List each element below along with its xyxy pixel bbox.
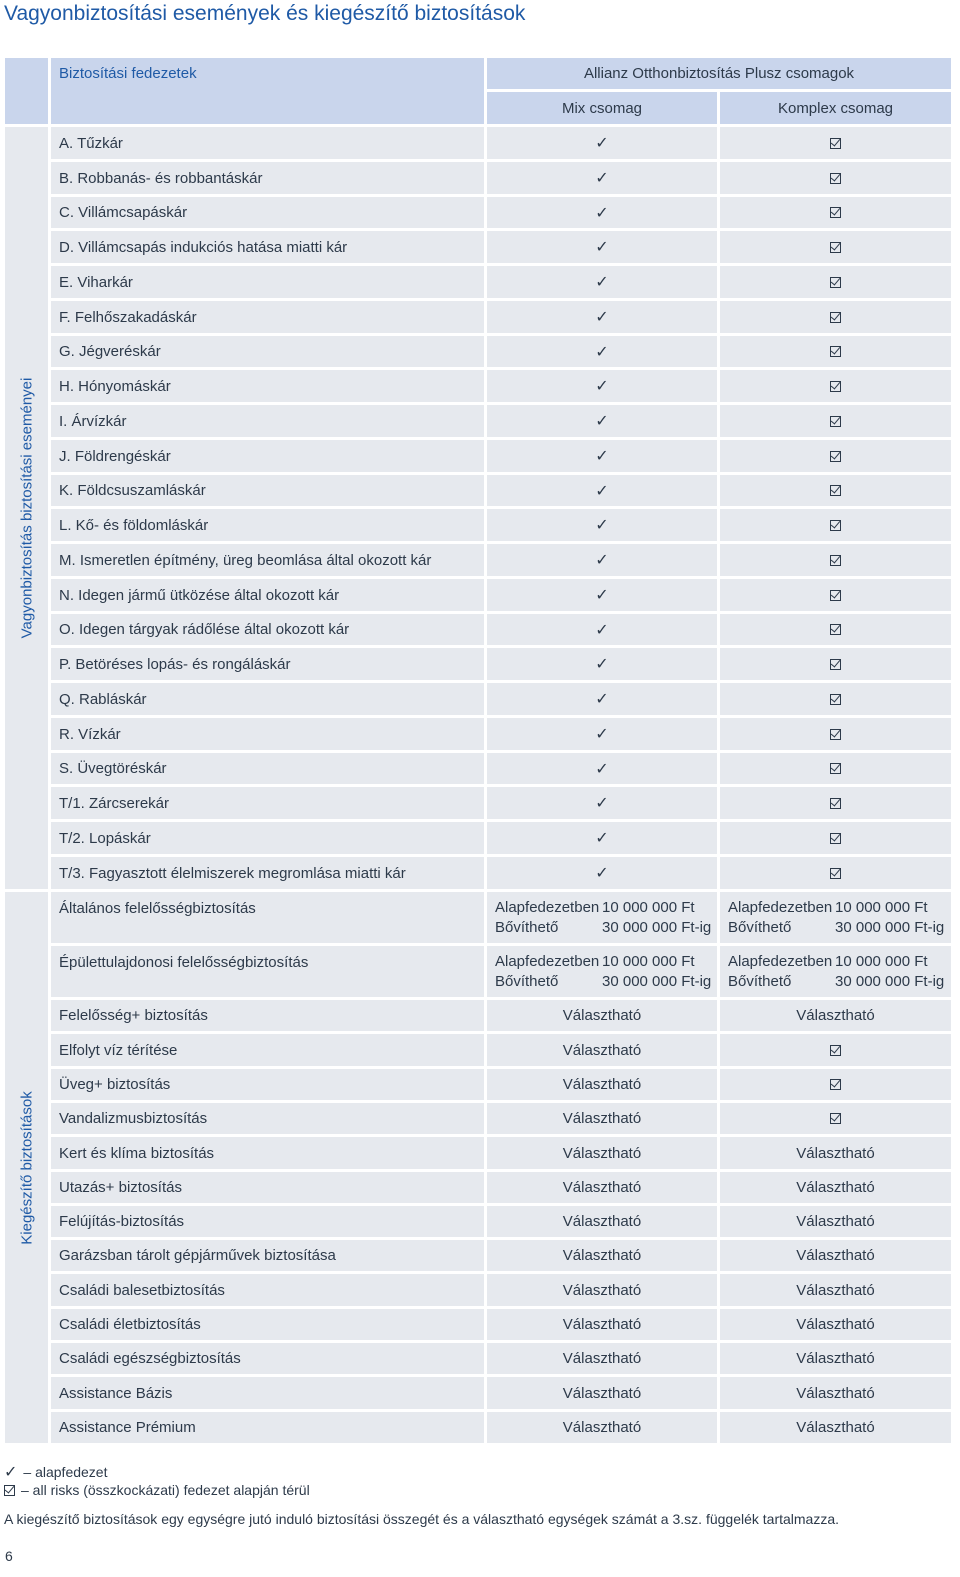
amount-grid (720, 898, 951, 938)
checked-box-icon (830, 207, 841, 218)
header-coverage (51, 58, 484, 124)
page-title: Vagyonbiztosítási események és kiegészítő biztosítások (4, 2, 526, 25)
amount-base-value: 10 000 000 Ft (602, 953, 695, 970)
check-icon: ✓ (4, 1464, 18, 1481)
table-row-label (51, 440, 484, 472)
coverage-label: O. Idegen tárgyak rádőlése által okozott kár (59, 621, 350, 638)
coverage-label: B. Robbanás- és robbantáskár (59, 169, 263, 187)
mix-cell (487, 231, 717, 263)
table-row-label (51, 1034, 484, 1066)
header-corner (5, 58, 48, 124)
komplex-cell (720, 1412, 951, 1443)
amount-grid (487, 952, 717, 992)
cell-text: Választható (796, 1213, 875, 1230)
coverage-label: K. Földcsuszamláskár (59, 482, 206, 499)
check-icon: ✓ (595, 795, 609, 812)
komplex-cell (720, 1206, 951, 1237)
coverage-label: C. Villámcsapáskár (59, 204, 188, 221)
mix-cell (487, 405, 717, 437)
mix-cell (487, 509, 717, 541)
komplex-cell (720, 946, 951, 997)
coverage-label: Elfolyt víz térítése (59, 1041, 178, 1059)
mix-cell (487, 127, 717, 159)
mix-cell (487, 266, 717, 298)
table-row-label (51, 301, 484, 333)
komplex-cell (720, 475, 951, 506)
checked-box-icon (830, 520, 841, 531)
mix-cell (487, 1103, 717, 1134)
mix-cell (487, 162, 717, 194)
check-icon: ✓ (595, 621, 609, 639)
coverage-label: M. Ismeretlen építmény, üreg beomlása által okozott kár (59, 551, 432, 569)
mix-cell (487, 579, 717, 611)
komplex-cell (720, 648, 951, 680)
komplex-cell (720, 1103, 951, 1134)
cell-text: Választható (796, 1179, 875, 1196)
checked-box-icon (830, 659, 841, 670)
coverage-label: S. Üvegtöréskár (59, 760, 167, 777)
check-icon: ✓ (595, 552, 609, 569)
check-icon: ✓ (595, 865, 609, 882)
mix-cell (487, 301, 717, 333)
table-row-label (51, 1172, 484, 1203)
cell-text: Választható (562, 1247, 642, 1264)
cell-text: Választható (562, 1041, 642, 1059)
komplex-cell (720, 301, 951, 333)
mix-cell (487, 1172, 717, 1203)
coverage-label: G. Jégveréskár (59, 343, 161, 360)
komplex-cell (720, 614, 951, 645)
checked-box-icon (830, 277, 841, 288)
check-icon: ✓ (595, 343, 609, 361)
mix-cell (487, 370, 717, 402)
cell-text: Választható (796, 1007, 875, 1024)
cell-text: Választható (796, 1316, 875, 1333)
mix-cell (487, 892, 717, 943)
check-icon: ✓ (595, 378, 609, 395)
checked-box-icon (830, 381, 841, 392)
table-row-label (51, 1069, 484, 1100)
komplex-cell (720, 1137, 951, 1169)
check-icon: ✓ (595, 170, 609, 187)
mix-cell (487, 1206, 717, 1237)
amount-grid (487, 898, 717, 938)
komplex-cell (720, 1034, 951, 1066)
checked-box-icon (830, 694, 841, 705)
amount-grid (720, 952, 951, 992)
mix-cell (487, 648, 717, 680)
table-row-label (51, 1103, 484, 1134)
mix-cell (487, 1137, 717, 1169)
coverage-label: L. Kő- és földomláskár (59, 516, 209, 534)
komplex-cell (720, 162, 951, 194)
table-row-label (51, 579, 484, 611)
komplex-cell (720, 579, 951, 611)
mix-cell (487, 544, 717, 576)
komplex-cell (720, 683, 951, 715)
coverage-label: Általános felelősségbiztosítás (59, 900, 256, 917)
mix-cell (487, 1034, 717, 1066)
komplex-cell (720, 787, 951, 819)
footnote: A kiegészítő biztosítások egy egységre jutó induló biztosítási összegét és a választható egységek számát a 3.sz. függelék tartalmazza. (4, 1511, 840, 1527)
check-icon: ✓ (595, 691, 609, 708)
mix-cell (487, 1343, 717, 1374)
mix-cell (487, 1069, 717, 1100)
coverage-label: P. Betöréses lopás- és rongáláskár (59, 655, 291, 673)
cell-text: Választható (562, 1007, 642, 1024)
table-row-label (51, 509, 484, 541)
table-row-label (51, 1377, 484, 1409)
coverage-label: Felújítás-biztosítás (59, 1213, 185, 1230)
komplex-cell (720, 1069, 951, 1100)
mix-cell (487, 683, 717, 715)
checked-box-icon (830, 312, 841, 323)
amount-extension-label: Bővíthető (495, 919, 559, 936)
cell-text: Választható (562, 1281, 642, 1299)
coverage-label: Garázsban tárolt gépjárművek biztosítása (59, 1247, 336, 1264)
table-row-label (51, 231, 484, 263)
table-row-label (51, 1206, 484, 1237)
checked-box-icon (830, 555, 841, 566)
header-package-group-label: Allianz Otthonbiztosítás Plusz csomagok (583, 65, 855, 82)
mix-cell (487, 440, 717, 472)
cell-text: Választható (562, 1179, 642, 1196)
checked-box-icon (830, 763, 841, 774)
coverage-label: T/1. Zárcserekár (59, 794, 170, 812)
table-row-label (51, 266, 484, 298)
check-icon: ✓ (595, 656, 609, 673)
checked-box-icon (830, 833, 841, 844)
coverage-label: T/3. Fagyasztott élelmiszerek megromlása miatti kár (59, 864, 406, 882)
section-supplementary-label: Kiegészítő biztosítások (18, 1090, 35, 1245)
mix-cell (487, 822, 717, 854)
table-row-label (51, 822, 484, 854)
cell-text: Választható (796, 1419, 875, 1436)
checked-box-icon (830, 485, 841, 496)
komplex-cell (720, 1240, 951, 1271)
table-row-label (51, 1000, 484, 1031)
table-row-label (51, 127, 484, 159)
mix-cell (487, 1000, 717, 1031)
amount-extension-label: Bővíthető (728, 919, 792, 936)
mix-cell (487, 1412, 717, 1443)
mix-cell (487, 787, 717, 819)
komplex-cell (720, 405, 951, 437)
checked-box-icon (830, 729, 841, 740)
table-row-label (51, 1240, 484, 1271)
coverage-label: Assistance Prémium (59, 1419, 196, 1436)
mix-cell (487, 1240, 717, 1271)
check-icon: ✓ (595, 204, 609, 222)
table-row-label (51, 614, 484, 645)
check-icon: ✓ (595, 482, 609, 500)
table-row-label (51, 946, 484, 997)
checked-box-icon (830, 868, 841, 879)
cell-text: Választható (796, 1384, 875, 1402)
komplex-cell (720, 1274, 951, 1306)
legend-check (4, 1462, 107, 1482)
table-row-label (51, 544, 484, 576)
cell-text: Választható (796, 1247, 875, 1264)
komplex-cell (720, 197, 951, 228)
table-row-label (51, 197, 484, 228)
cell-text: Választható (562, 1144, 642, 1162)
komplex-cell (720, 231, 951, 263)
coverage-label: Assistance Bázis (59, 1384, 173, 1402)
amount-extension-value: 30 000 000 Ft-ig (602, 919, 712, 936)
table-row-label (51, 787, 484, 819)
komplex-cell (720, 1000, 951, 1031)
komplex-cell (720, 753, 951, 784)
header-komplex (720, 92, 951, 124)
komplex-cell (720, 509, 951, 541)
coverage-label: Kert és klíma biztosítás (59, 1144, 215, 1162)
coverage-label: J. Földrengéskár (59, 447, 171, 465)
check-icon: ✓ (595, 413, 609, 430)
amount-base-value: 10 000 000 Ft (835, 953, 928, 970)
checked-box-icon (830, 242, 841, 253)
coverage-label: Épülettulajdonosi felelősségbiztosítás (59, 954, 309, 971)
check-icon: ✓ (595, 448, 609, 465)
komplex-cell (720, 1377, 951, 1409)
checked-box-icon (4, 1485, 15, 1496)
table-row-label (51, 683, 484, 715)
komplex-cell (720, 718, 951, 750)
cell-text: Választható (796, 1350, 875, 1367)
legend-box (4, 1482, 310, 1498)
header-mix-label: Mix csomag (561, 99, 643, 117)
cell-text: Választható (562, 1213, 642, 1230)
cell-text: Választható (562, 1419, 642, 1436)
amount-base-label: Alapfedezetben (728, 899, 833, 916)
komplex-cell (720, 266, 951, 298)
table-row-label (51, 475, 484, 506)
amount-base-label: Alapfedezetben (728, 953, 833, 970)
coverage-label: F. Felhőszakadáskár (59, 308, 197, 326)
table-row-label (51, 648, 484, 680)
mix-cell (487, 718, 717, 750)
komplex-cell (720, 1172, 951, 1203)
coverage-label: Felelősség+ biztosítás (59, 1007, 208, 1024)
header-package-group (487, 58, 951, 89)
header-komplex-label: Komplex csomag (777, 99, 894, 117)
checked-box-icon (830, 173, 841, 184)
komplex-cell (720, 892, 951, 943)
komplex-cell (720, 336, 951, 367)
coverage-label: Utazás+ biztosítás (59, 1179, 182, 1196)
coverage-label: E. Viharkár (59, 273, 133, 291)
table-row-label (51, 405, 484, 437)
checked-box-icon (830, 590, 841, 601)
table-row-label (51, 718, 484, 750)
mix-cell (487, 1377, 717, 1409)
amount-base-value: 10 000 000 Ft (835, 899, 928, 916)
coverage-label: Családi balesetbiztosítás (59, 1281, 225, 1299)
mix-cell (487, 753, 717, 784)
section-property-label: Vagyonbiztosítás biztosítási eseményei (18, 377, 35, 639)
table-row-label (51, 1137, 484, 1169)
amount-extension-label: Bővíthető (728, 973, 792, 990)
check-icon: ✓ (595, 830, 609, 847)
header-mix (487, 92, 717, 124)
legend-check-text: – alapfedezet (23, 1464, 108, 1480)
komplex-cell (720, 370, 951, 402)
amount-extension-value: 30 000 000 Ft-ig (835, 919, 945, 936)
check-icon: ✓ (595, 239, 609, 256)
checked-box-icon (830, 416, 841, 427)
checked-box-icon (830, 624, 841, 635)
header-coverage-label: Biztosítási fedezetek (59, 65, 197, 82)
coverage-label: I. Árvízkár (59, 412, 127, 430)
coverage-label: Q. Rabláskár (59, 690, 147, 708)
checked-box-icon (830, 1113, 841, 1124)
mix-cell (487, 614, 717, 645)
komplex-cell (720, 440, 951, 472)
coverage-label: T/2. Lopáskár (59, 829, 151, 847)
section-property (5, 127, 48, 889)
table-row-label (51, 336, 484, 367)
coverage-label: R. Vízkár (59, 725, 121, 743)
coverage-label: Családi egészségbiztosítás (59, 1350, 241, 1367)
komplex-cell (720, 1343, 951, 1374)
amount-base-label: Alapfedezetben (495, 899, 600, 916)
mix-cell (487, 1274, 717, 1306)
check-icon: ✓ (595, 517, 609, 534)
cell-text: Választható (562, 1076, 642, 1093)
mix-cell (487, 857, 717, 889)
cell-text: Választható (562, 1316, 642, 1333)
mix-cell (487, 1309, 717, 1340)
check-icon: ✓ (595, 135, 609, 152)
table-row-label (51, 1412, 484, 1443)
legend-box-text: – all risks (összkockázati) fedezet alapján térül (21, 1482, 310, 1498)
page-number: 6 (5, 1548, 13, 1564)
komplex-cell (720, 857, 951, 889)
check-icon: ✓ (595, 726, 609, 743)
table-row-label (51, 1274, 484, 1306)
amount-extension-value: 30 000 000 Ft-ig (835, 973, 945, 990)
section-supplementary (5, 892, 48, 1443)
cell-text: Választható (796, 1281, 875, 1299)
mix-cell (487, 475, 717, 506)
cell-text: Választható (796, 1144, 875, 1162)
check-icon: ✓ (595, 587, 609, 604)
checked-box-icon (830, 451, 841, 462)
cell-text: Választható (562, 1110, 642, 1127)
mix-cell (487, 946, 717, 997)
checked-box-icon (830, 138, 841, 149)
coverage-label: N. Idegen jármű ütközése által okozott kár (59, 586, 340, 604)
table-row-label (51, 1343, 484, 1374)
table-row-label (51, 162, 484, 194)
komplex-cell (720, 544, 951, 576)
check-icon: ✓ (595, 274, 609, 291)
amount-base-label: Alapfedezetben (495, 953, 600, 970)
amount-extension-value: 30 000 000 Ft-ig (602, 973, 712, 990)
checked-box-icon (830, 798, 841, 809)
coverage-label: Vandalizmusbiztosítás (59, 1110, 208, 1127)
cell-text: Választható (562, 1384, 642, 1402)
table-row-label (51, 857, 484, 889)
komplex-cell (720, 1309, 951, 1340)
coverage-label: H. Hónyomáskár (59, 377, 171, 395)
mix-cell (487, 336, 717, 367)
cell-text: Választható (562, 1350, 642, 1367)
table-row-label (51, 753, 484, 784)
coverage-label: A. Tűzkár (59, 134, 123, 152)
table-row-label (51, 370, 484, 402)
check-icon: ✓ (595, 760, 609, 778)
checked-box-icon (830, 346, 841, 357)
checked-box-icon (830, 1045, 841, 1056)
table-row-label (51, 1309, 484, 1340)
check-icon: ✓ (595, 309, 609, 326)
amount-extension-label: Bővíthető (495, 973, 559, 990)
komplex-cell (720, 127, 951, 159)
table-row-label (51, 892, 484, 943)
komplex-cell (720, 822, 951, 854)
mix-cell (487, 197, 717, 228)
amount-base-value: 10 000 000 Ft (602, 899, 695, 916)
checked-box-icon (830, 1079, 841, 1090)
coverage-label: Üveg+ biztosítás (59, 1076, 171, 1093)
coverage-label: Családi életbiztosítás (59, 1316, 201, 1333)
coverage-label: D. Villámcsapás indukciós hatása miatti kár (59, 238, 348, 256)
